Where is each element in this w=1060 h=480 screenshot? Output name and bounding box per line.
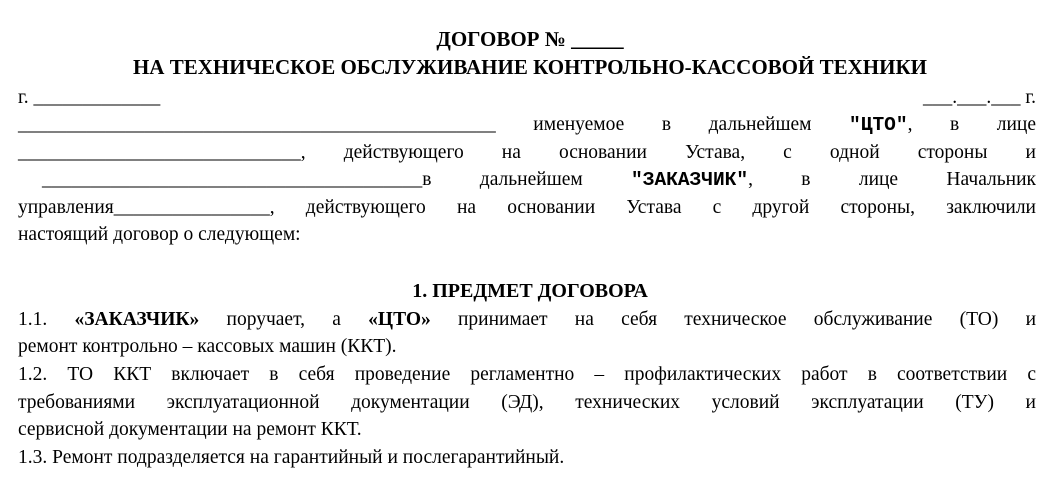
intro-text: , действующего на основании Устава, с одной стороны и	[300, 142, 1036, 163]
party2-blank: _______________________________________	[42, 169, 423, 190]
city-date-line	[18, 84, 1036, 111]
contract-subtitle: НА ТЕХНИЧЕСКОЕ ОБСЛУЖИВАНИЕ КОНТРОЛЬНО-КАССОВОЙ ТЕХНИКИ	[132, 55, 928, 79]
intro-line-6: настоящий договор о следующем:	[18, 224, 301, 245]
customer-name: «ЗАКАЗЧИК»	[74, 309, 200, 330]
management-blank: ________________	[113, 197, 270, 218]
intro-line-3	[18, 139, 1036, 166]
clause-1-2: 1.2. ТО ККТ включает в себя проведение регламентно – профилактических работ в соответствии с	[18, 364, 1036, 385]
customer-name: "ЗАКАЗЧИК"	[631, 169, 749, 191]
clause-1-1-cont: ремонт контрольно – кассовых машин (ККТ).	[18, 336, 397, 357]
intro-text: именуемое в дальнейшем	[533, 114, 812, 135]
clause-1-2-cont: сервисной документации на ремонт ККТ.	[18, 419, 362, 440]
clause-1-1	[18, 306, 1036, 333]
party1-blank: _________________________________________________	[18, 114, 496, 135]
representative-blank: _____________________________	[18, 142, 301, 163]
intro-line-2	[18, 111, 1036, 139]
section-heading: 1. ПРЕДМЕТ ДОГОВОРА	[412, 280, 648, 302]
clause-1-2-cont: требованиями эксплуатационной документации (ЭД), технических условий эксплуатации (ТУ) и	[18, 392, 1036, 413]
cto-name: "ЦТО"	[849, 114, 908, 136]
intro-text: управления	[18, 197, 114, 218]
intro-text: , в лице Начальник	[748, 169, 1036, 190]
clause-number: 1.1.	[18, 309, 48, 330]
intro-line-4	[42, 166, 1036, 194]
cto-name: «ЦТО»	[368, 309, 431, 330]
intro-line-5	[18, 194, 1036, 221]
intro-text: , действующего на основании Устава с другой стороны, заключили	[269, 197, 1036, 218]
contract-title: ДОГОВОР № _____	[436, 27, 624, 51]
clause-text: принимает на себя техническое обслуживание (ТО) и	[458, 309, 1037, 330]
clause-1-3: 1.3. Ремонт подразделяется на гарантийный и послегарантийный.	[18, 447, 565, 468]
city-field: г. _____________	[18, 87, 161, 108]
date-field: ___.___.___ г.	[922, 87, 1036, 108]
intro-text: в дальнейшем	[422, 169, 583, 190]
clause-text: поручает, а	[226, 309, 341, 330]
intro-text: , в лице	[907, 114, 1036, 135]
